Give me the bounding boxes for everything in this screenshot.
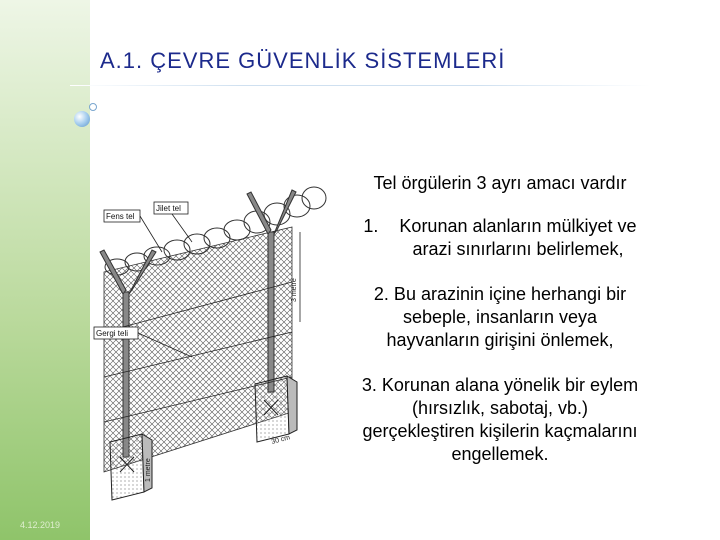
decor-dot-big bbox=[74, 111, 90, 127]
decor-dot-small bbox=[89, 103, 97, 111]
slide-title: A.1. ÇEVRE GÜVENLİK SİSTEMLERİ bbox=[100, 48, 506, 73]
item-1-line-1: Korunan alanların mülkiyet ve bbox=[399, 216, 637, 236]
item-1-number: 1. bbox=[363, 216, 379, 236]
title-underline bbox=[70, 85, 650, 86]
item-2-line-1: 2. Bu arazinin içine herhangi bir bbox=[373, 284, 627, 304]
barbed-wire-label: Jilet tel bbox=[156, 204, 181, 213]
list-item-2 bbox=[330, 283, 670, 352]
depth-dim-label: 1 metre bbox=[145, 458, 152, 482]
content-text bbox=[330, 172, 670, 466]
item-3-line-1: 3. Korunan alana yönelik bir eylem bbox=[361, 375, 639, 395]
base-dim-label: 30 cm bbox=[270, 434, 291, 446]
item-2-line-2: sebeple, insanların veya bbox=[402, 307, 598, 327]
item-3-line-4: engellemek. bbox=[451, 444, 549, 464]
tension-wire-label: Gergi teli bbox=[96, 329, 129, 338]
item-3-line-3: gerçekleştiren kişilerin kaçmalarını bbox=[362, 421, 638, 441]
item-1-text bbox=[399, 215, 636, 261]
item-2-line-3: hayvanların girişini önlemek, bbox=[386, 330, 614, 350]
fence-diagram bbox=[92, 172, 332, 502]
list-item-3 bbox=[330, 374, 670, 466]
intro-text: Tel örgülerin 3 ayrı amacı vardır bbox=[373, 173, 627, 193]
fence-wire-label: Fens tel bbox=[106, 212, 135, 221]
item-1-line-2: arazi sınırlarını belirlemek, bbox=[412, 239, 624, 259]
post-base-right bbox=[255, 376, 297, 442]
list-item-1 bbox=[330, 215, 670, 261]
side-bar bbox=[0, 0, 90, 540]
item-3-line-2: (hırsızlık, sabotaj, vb.) bbox=[411, 398, 589, 418]
height-dim-label: 3 metre bbox=[291, 278, 298, 302]
slide-date: 4.12.2019 bbox=[20, 520, 61, 530]
